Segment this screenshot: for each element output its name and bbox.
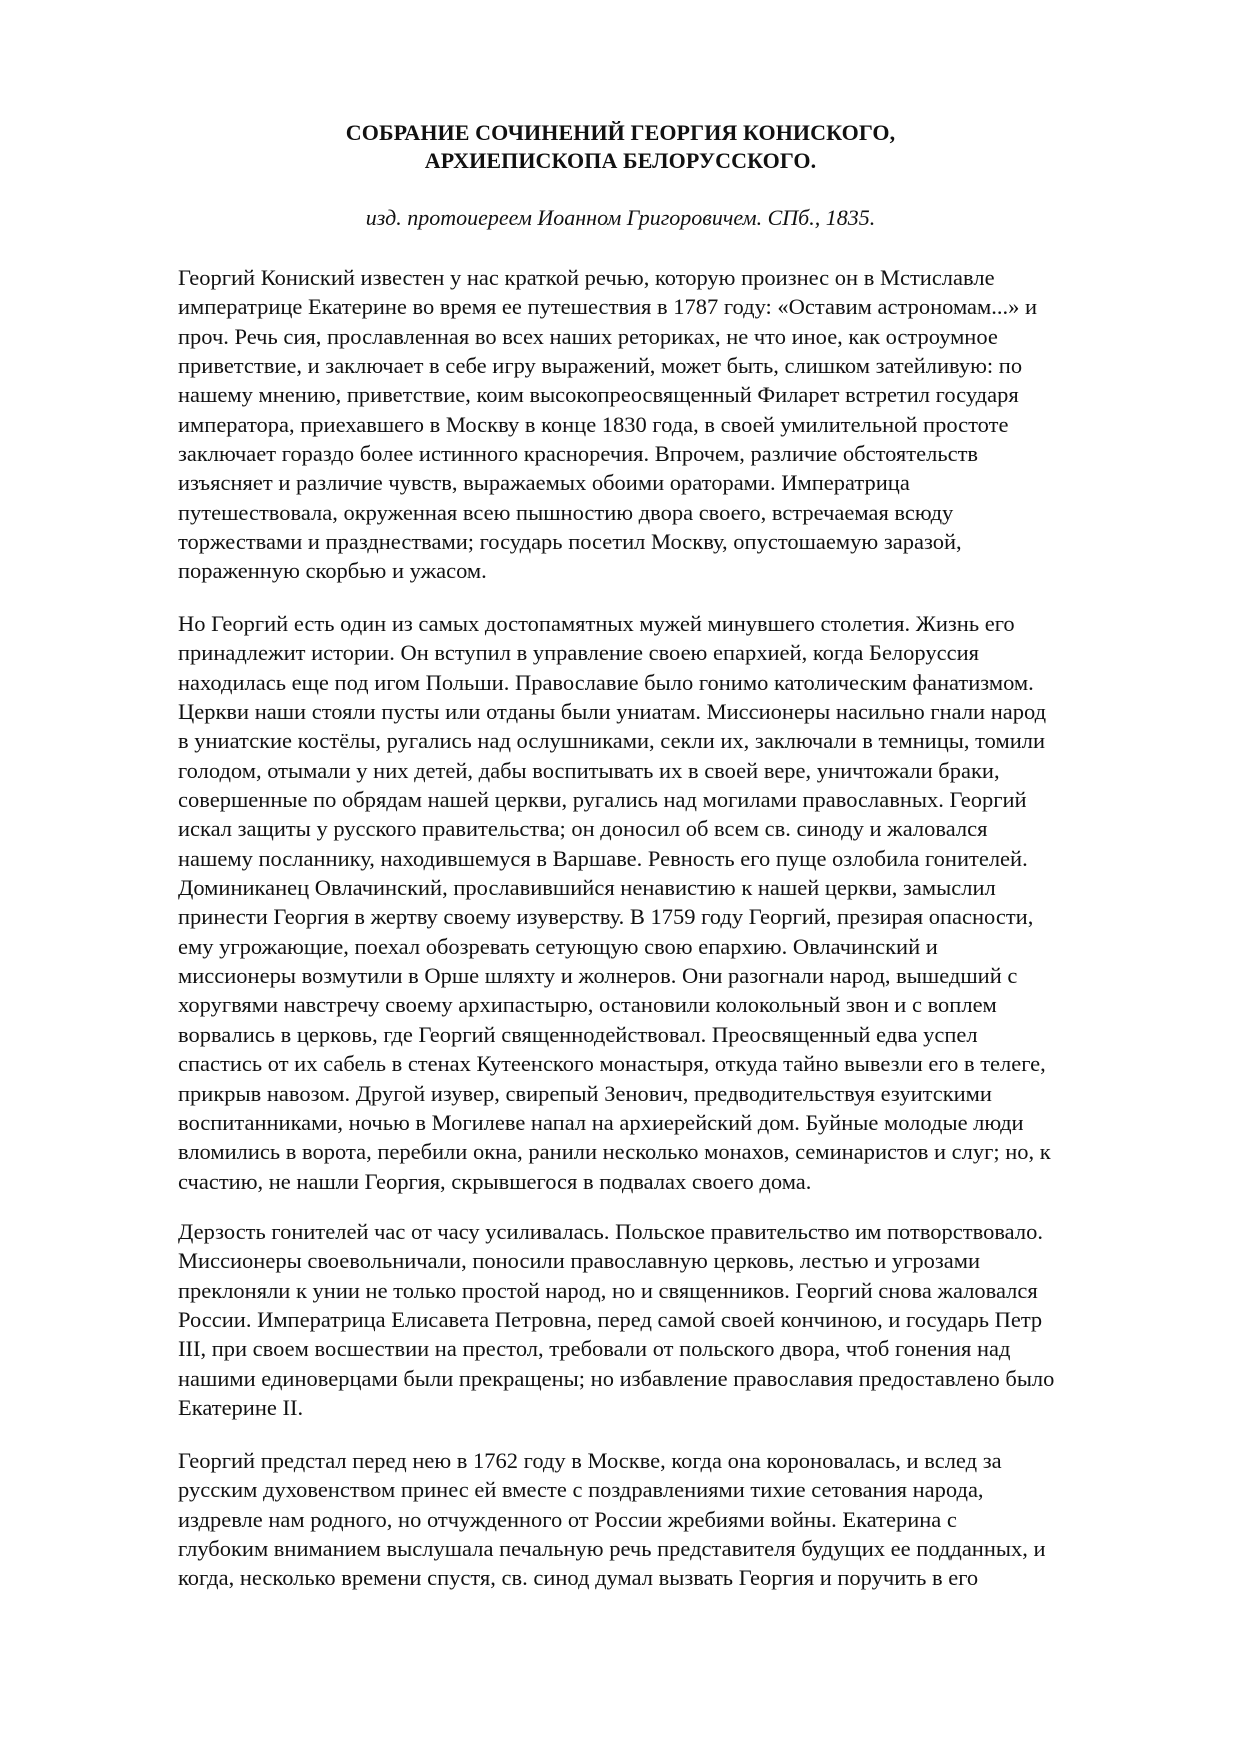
text-line: спастись от их сабель в стенах Кутеенского монастыря, откуда тайно вывезли его в телеге,: [178, 1051, 1046, 1077]
document-title: [0, 119, 1241, 175]
text-line: издревле нам родного, но отчужденного от России жребиями войны. Екатерина с: [178, 1506, 957, 1532]
text-line: Доминиканец Овлачинский, прославившийся ненавистию к нашей церкви, замыслил: [178, 875, 996, 901]
text-line: ему угрожающие, поехал обозревать сетующую свою епархию. Овлачинский и: [178, 933, 938, 959]
text-line: хоругвями навстречу своему архипастырю, остановили колокольный звон и с воплем: [178, 992, 997, 1018]
text-line: нашими единоверцами были прекращены; но избавление православия предоставлено было: [178, 1365, 1055, 1391]
text-line: в униатские костёлы, ругались над ослушниками, секли их, заключали в темницы, томили: [178, 728, 1046, 754]
text-line: заключает гораздо более истинного красноречия. Впрочем, различие обстоятельств: [178, 441, 979, 467]
text-line: преклоняли к унии не только простой народ, но и священников. Георгий снова жаловался: [178, 1277, 1038, 1303]
text-line: совершенные по обрядам нашей церкви, ругались над могилами православных. Георгий: [178, 787, 1027, 813]
text-line: Дерзость гонителей час от часу усиливалась. Польское правительство им потворствовало.: [178, 1219, 1043, 1244]
text-line: принадлежит истории. Он вступил в управление своею епархией, когда Белоруссия: [178, 640, 979, 666]
text-line: находилась еще под игом Польши. Православие было гонимо католическим фанатизмом.: [178, 669, 1034, 695]
text-line: вломились в ворота, перебили окна, ранили несколько монахов, семинаристов и слуг; но, к: [178, 1139, 1051, 1165]
text-line: русским духовенством принес ей вместе с поздравлениями тихие сетования народа,: [178, 1477, 984, 1503]
text-line: ворвались в церковь, где Георгий священнодействовал. Преосвященный едва успел: [178, 1021, 978, 1047]
text-line: глубоким вниманием выслушала печальную речь представителя будущих ее подданных, и: [178, 1536, 1046, 1562]
text-line: нашему посланнику, находившемуся в Варшаве. Ревность его пуще озлобила гонителей.: [178, 845, 1028, 871]
text-line: императрице Екатерине во время ее путешествия в 1787 году: «Оставим астрономам...» и: [178, 294, 1038, 320]
text-line: нашему мнению, приветствие, коим высокопреосвященный Филарет встретил государя: [178, 382, 1019, 408]
text-line: путешествовала, окруженная всею пышностию двора своего, встречаемая всюду: [178, 499, 954, 525]
paragraph-3: [178, 1217, 1178, 1422]
text-line: императора, приехавшего в Москву в конце 1830 года, в своей умилительной простоте: [178, 411, 1009, 437]
text-line: Церкви наши стояли пусты или отданы были униатам. Миссионеры насильно гнали народ: [178, 699, 1047, 725]
text-line: изъясняет и различие чувств, выражаемых обоими ораторами. Императрица: [178, 470, 910, 496]
text-line: голодом, отымали у них детей, дабы воспитывать их в своей вере, уничтожали браки,: [178, 757, 1000, 783]
text-line: когда, несколько времени спустя, св. синод думал вызвать Георгия и поручить в его: [178, 1565, 979, 1591]
text-line: приветствие, и заключает в себе игру выражений, может быть, слишком затейливую: по: [178, 353, 1023, 379]
text-line: воспитанниками, ночью в Могилеве напал на архиерейский дом. Буйные молодые люди: [178, 1109, 1024, 1135]
text-line: проч. Речь сия, прославленная во всех наших реториках, не что иное, как остроумное: [178, 323, 998, 349]
document-subtitle: изд. протоиереем Иоанном Григоровичем. СПб., 1835.: [365, 205, 876, 230]
text-line: пораженную скорбью и ужасом.: [178, 558, 487, 584]
text-line: миссионеры возмутили в Орше шляхту и жолнеров. Они разогнали народ, вышедший с: [178, 963, 1018, 989]
title-line-2: АРХИЕПИСКОПА БЕЛОРУССКОГО.: [424, 148, 817, 173]
text-line: торжествами и празднествами; государь посетил Москву, опустошаемую заразой,: [178, 529, 962, 555]
text-line: Георгий предстал перед нею в 1762 году в Москве, когда она короновалась, и вслед за: [178, 1448, 1002, 1473]
paragraph-1: [178, 263, 1178, 586]
text-line: прикрыв навозом. Другой изувер, свирепый Зенович, предводительствуя езуитскими: [178, 1080, 992, 1106]
paragraph-4: [178, 1446, 1178, 1593]
text-line: Георгий Кониский известен у нас краткой речью, которую произнес он в Мстиславле: [178, 265, 995, 290]
paragraph-2: [178, 609, 1178, 1196]
text-line: Миссионеры своевольничали, поносили православную церковь, лестью и угрозами: [178, 1248, 981, 1274]
text-line: III, при своем восшествии на престол, требовали от польского двора, чтоб гонения над: [178, 1336, 1011, 1362]
text-line: Но Георгий есть один из самых достопамятных мужей минувшего столетия. Жизнь его: [178, 611, 1015, 636]
text-line: счастию, не нашли Георгия, скрывшегося в подвалах своего дома.: [178, 1168, 812, 1194]
text-line: искал защиты у русского правительства; он доносил об всем св. синоду и жаловался: [178, 816, 988, 842]
text-line: принести Георгия в жертву своему изуверству. В 1759 году Георгий, презирая опасности,: [178, 904, 1034, 930]
text-line: России. Императрица Елисавета Петровна, перед самой своей кончиною, и государь Петр: [178, 1307, 1043, 1333]
title-line-1: СОБРАНИЕ СОЧИНЕНИЙ ГЕОРГИЯ КОНИСКОГО,: [345, 120, 896, 145]
text-line: Екатерине II.: [178, 1395, 304, 1421]
